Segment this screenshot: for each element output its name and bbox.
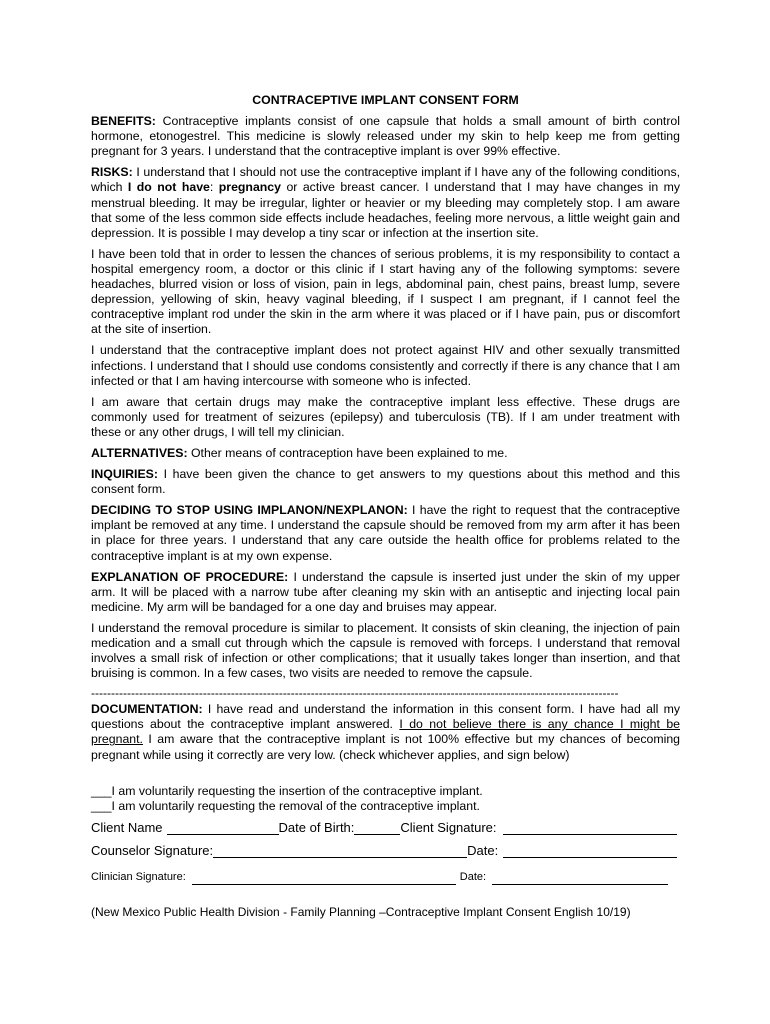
risks-section [91, 165, 680, 240]
clinician-date-label: Date: [459, 871, 487, 884]
inquiries-label: INQUIRIES: [91, 467, 158, 482]
benefits-section [91, 114, 680, 159]
clinician-signature-label: Clinician Signature: [91, 871, 186, 884]
removal-paragraph: I understand the removal procedure is similar to placement. It consists of skin cleaning, the injection of pain medication and a small cut through which the capsule is removed with forceps. I understand that removal involves a small risk of infection or other complications; that it usually takes longer than insertion, and that bruising is common. In a few cases, two visits are needed to remove the capsule. [91, 620, 680, 681]
clinician-date-field[interactable] [492, 872, 668, 885]
counselor-date-label: Date: [467, 842, 499, 858]
risks-text-2: or active breast cancer. I understand that I may have changes in my menstrual bleeding. It may be irregular, lighter or heavier or my bleeding may completely stop. I am aware that some of the less common side effects include headaches, feeling more nervous, a little weight gain and depression. It is possible I may develop a tiny scar or infection at the insertion site. [91, 180, 681, 240]
form-body [91, 93, 680, 885]
inquiries-text: I have been given the chance to get answers to my questions about this method and this consent form. [91, 467, 681, 497]
inquiries-section [91, 467, 680, 497]
dob-label: Date of Birth: [278, 819, 355, 835]
documentation-underlined: I do not believe there is any chance I might be pregnant. [91, 717, 681, 747]
client-name-label: Client Name [91, 819, 163, 835]
procedure-text: I understand the capsule is inserted just under the skin of my upper arm. It will be placed with a narrow tube after cleaning my skin with an antiseptic and injecting local pain medicine. My arm will be bandaged for a one day and bruises may appear. [91, 569, 681, 614]
deciding-text: I have the right to request that the contraceptive implant be removed at any time. I understand the capsule should be removed from my arm after it has been in place for three years. I understand that any care outside the health office for problems related to the contraceptive implant is at my own expense. [91, 503, 680, 563]
hiv-paragraph: I understand that the contraceptive implant does not protect against HIV and other sexually transmitted infections. I understand that I should use condoms consistently and correctly if there is any chance that I am infected or that I am having intercourse with someone who is infected. [91, 343, 680, 388]
section-divider: ------------------------------------------------------------------------------------------------------------------------------------ [91, 687, 619, 701]
clinician-signature-field[interactable] [192, 872, 456, 885]
procedure-label: EXPLANATION OF PROCEDURE: [91, 569, 289, 584]
symptoms-paragraph: I have been told that in order to lessen the chances of serious problems, it is my responsibility to contact a hospital emergency room, a doctor or this clinic if I start having any of the following symptoms: severe headaches, blurred vision or loss of vision, pain in legs, abdominal pain, chest pains, breast lump, severe depression, yellowing of skin, heavy vaginal bleeding, if I suspect I am pregnant, if I cannot feel the contraceptive implant rod under the skin in the arm where it was placed or if I have pain, pus or discomfort at the site of insertion. [91, 246, 680, 337]
footer-note: (New Mexico Public Health Division - Family Planning –Contraceptive Implant Consent English 10/19) [91, 905, 631, 919]
deciding-section [91, 503, 680, 563]
page-title: CONTRACEPTIVE IMPLANT CONSENT FORM [252, 93, 519, 107]
documentation-text-2: I am aware that the contraceptive implant is not 100% effective but my chances of becoming pregnant while using it correctly are very low. (check whichever applies, and sign below) [91, 732, 681, 762]
client-name-field[interactable] [167, 822, 279, 835]
alternatives-section [91, 446, 680, 461]
risks-label: RISKS: [91, 165, 133, 180]
counselor-signature-label: Counselor Signature: [91, 842, 214, 858]
risks-bold-do-not-have: I do not have [127, 180, 210, 195]
client-signature-label: Client Signature: [400, 819, 497, 835]
benefits-text: Contraceptive implants consist of one capsule that holds a small amount of birth control hormone, etonogestrel. This medicine is slowly released under my skin to help keep me from getting pregnant for 3 years. I understand that the contraceptive implant is over 99% effective. [91, 114, 681, 159]
client-signature-field[interactable] [503, 822, 677, 835]
removal-checkbox-line[interactable]: ___I am voluntarily requesting the removal of the contraceptive implant. [91, 798, 480, 813]
risks-colon: : [209, 180, 214, 195]
risks-bold-pregnancy: pregnancy [218, 180, 281, 195]
counselor-signature-field[interactable] [213, 845, 467, 858]
counselor-date-field[interactable] [503, 845, 677, 858]
counselor-signature-row [91, 843, 680, 858]
risks-text-1: I understand that I should not use the contraceptive implant if I have any of the following conditions, which [91, 165, 681, 195]
documentation-text-1: I have read and understand the information in this consent form. I have had all my questions about the contraceptive implant answered. [91, 702, 680, 732]
drugs-paragraph: I am aware that certain drugs may make the contraceptive implant less effective. These drugs are commonly used for treatment of seizures (epilepsy) and tuberculosis (TB). If I am under treatment with these or any other drugs, I will tell my clinician. [91, 394, 680, 439]
clinician-signature-row [91, 870, 680, 885]
client-signature-row [91, 820, 680, 835]
benefits-label: BENEFITS: [91, 114, 156, 129]
alternatives-text: Other means of contraception have been explained to me. [190, 445, 508, 460]
documentation-label: DOCUMENTATION: [91, 702, 203, 717]
deciding-label: DECIDING TO STOP USING IMPLANON/NEXPLANON: [91, 503, 408, 518]
documentation-section [91, 702, 680, 762]
insertion-checkbox-line[interactable]: ___I am voluntarily requesting the insertion of the contraceptive implant. [91, 783, 483, 798]
alternatives-label: ALTERNATIVES: [91, 445, 188, 460]
procedure-section [91, 570, 680, 615]
dob-field[interactable] [354, 822, 400, 835]
